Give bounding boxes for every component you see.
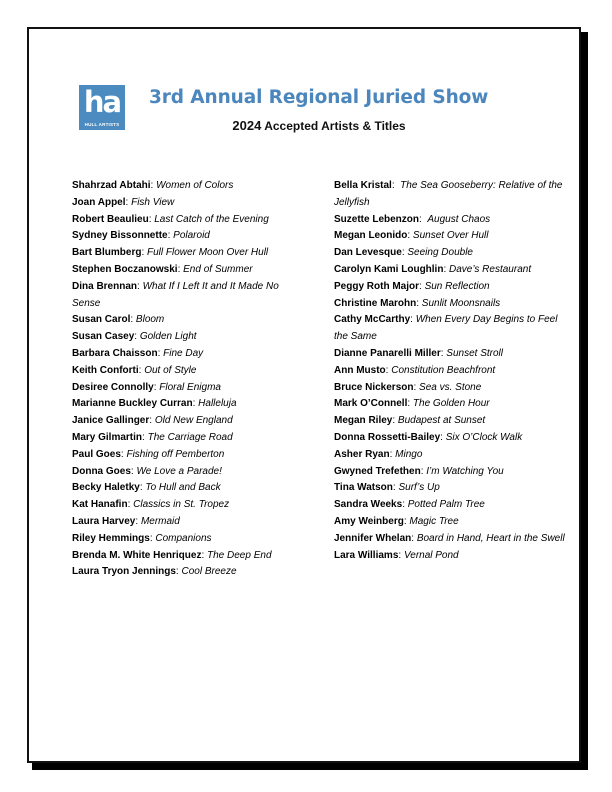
separator: : [419,213,428,225]
artist-name: Megan Leonido [334,230,408,242]
artwork-title: Sunset Over Hull [412,230,489,242]
artist-entry [334,312,566,346]
artist-name: Asher Ryan [334,448,390,460]
separator: : [416,297,422,309]
separator: : [149,415,155,427]
artist-name: Janice Gallinger [72,415,150,427]
artist-entry [72,312,304,329]
artist-name: Marianne Buckley Curran [72,398,193,410]
artwork-title: Fish View [131,196,175,208]
artwork-title: Seeing Double [407,247,473,259]
artist-name: Tina Watson [334,482,393,494]
artist-name: Cathy McCarthy [334,314,411,326]
separator: : [153,381,160,393]
separator: : [443,263,450,275]
artist-entry [334,464,566,481]
artist-name: Dan Levesque [334,247,402,259]
separator: : [167,230,174,242]
artist-list-right [334,178,566,564]
artist-name: Peggy Roth Major [334,280,420,292]
artist-name: Amy Weinberg [334,515,404,527]
artwork-title: Bloom [135,314,165,326]
artist-entry [334,447,566,464]
artist-name: Barbara Chaisson [72,347,158,359]
separator: : [407,398,413,410]
artist-entry [72,480,304,497]
artist-entry [334,430,566,447]
artist-name: Suzette Lebenzon [334,213,420,225]
hull-artists-logo [79,85,125,130]
artwork-title: Old New England [154,415,233,427]
separator: : [410,314,416,326]
artwork-title: Polaroid [173,230,210,242]
artist-name: Stephen Boczanowski [72,263,178,275]
artist-entry [72,363,304,380]
separator: : [130,314,136,326]
logo-subtext: HULL ARTISTS [84,122,120,127]
artwork-title: Mingo [395,448,423,460]
artwork-title: August Chaos [427,213,491,225]
artist-list-left [72,178,304,581]
separator: : [175,566,182,578]
artist-name: Jennifer Whelan [334,532,412,544]
artwork-title: Last Catch of the Evening [154,213,269,225]
artist-name: Donna Rossetti-Bailey [334,431,441,443]
separator: : [407,230,413,242]
artist-entry [334,413,566,430]
separator: : [420,465,427,477]
separator: : [149,532,156,544]
artist-name: Mark O’Connell [334,398,408,410]
artwork-title: What If I Left It and It Made No Sense [72,280,279,309]
artist-entry [334,296,566,313]
artwork-title: Golden Light [139,331,197,343]
separator: : [138,364,145,376]
artwork-title: Magic Tree [409,515,459,527]
artist-name: Joan Appel [72,196,126,208]
separator: : [385,364,392,376]
artist-entry [334,531,566,548]
artist-entry [334,212,566,229]
artist-entry [72,329,304,346]
subtitle-text: Accepted Artists & Titles [264,119,406,133]
artist-entry [334,228,566,245]
artist-entry [334,178,566,212]
artist-entry [72,430,304,447]
artist-name: Dina Brennan [72,280,138,292]
artist-entry [72,531,304,548]
separator: : [120,448,127,460]
artist-name: Paul Goes [72,448,121,460]
artist-entry [334,380,566,397]
artist-name: Bella Kristal [334,180,392,191]
artist-name: Bruce Nickerson [334,381,414,393]
logo-letters: ha [83,85,121,119]
separator: : [440,431,446,443]
artwork-title: Budapest at Sunset [397,415,486,427]
artwork-title: Constitution Beachfront [391,364,496,376]
separator: : [391,180,401,191]
artist-entry [334,396,566,413]
artwork-title: Full Flower Moon Over Hull [147,247,269,259]
artwork-title: Sunlit Moonsnails [421,297,501,309]
artist-entry [334,480,566,497]
separator: : [139,482,146,494]
artist-entry [72,564,304,581]
artist-name: Becky Haletky [72,482,140,494]
separator: : [148,213,155,225]
artist-name: Susan Carol [72,314,131,326]
artwork-title: Six O’Clock Walk [445,431,523,443]
artist-name: Christine Marohn [334,297,417,309]
separator: : [157,347,164,359]
artwork-title: The Sea Gooseberry: Relative of the Jellyfish [334,180,563,208]
artwork-title: Board in Hand, Heart in the Swell [416,532,565,544]
separator: : [130,465,137,477]
artist-name: Dianne Panarelli Miller [334,347,441,359]
artwork-title: Classics in St. Tropez [133,499,230,511]
artist-entry [72,447,304,464]
subtitle-year: 2024 [232,118,262,133]
show-title: 3rd Annual Regional Juried Show [149,87,489,108]
subtitle [129,117,509,135]
artist-name: Kat Hanafin [72,499,128,511]
artist-name: Sandra Weeks [334,499,403,511]
separator: : [398,549,404,561]
artwork-title: Mermaid [140,515,180,527]
artwork-title: The Carriage Road [147,431,233,443]
separator: : [440,347,447,359]
artist-entry [334,262,566,279]
artist-name: Susan Casey [72,331,135,343]
artist-name: Riley Hemmings [72,532,150,544]
artist-name: Keith Conforti [72,364,139,376]
document-page [27,27,581,763]
artist-entry [334,245,566,262]
artist-entry [334,514,566,531]
artwork-title: Women of Colors [156,180,234,191]
artist-entry [72,514,304,531]
separator: : [392,415,398,427]
separator: : [402,499,408,511]
artist-name: Bart Blumberg [72,247,142,259]
artist-entry [334,497,566,514]
artist-entry [334,363,566,380]
artwork-title: Vernal Pond [403,549,459,561]
artist-name: Mary Gilmartin [72,431,143,443]
artist-entry [72,548,304,565]
artist-name: Sydney Bissonnette [72,230,168,242]
artist-name: Megan Riley [334,415,393,427]
artwork-title: Sun Reflection [424,280,490,292]
separator: : [127,499,134,511]
artist-name: Lara Williams [334,549,399,561]
artwork-title: Fine Day [163,347,204,359]
artist-entry [72,464,304,481]
artist-name: Laura Harvey [72,515,136,527]
artist-entry [72,262,304,279]
artist-name: Carolyn Kami Loughlin [334,263,444,275]
separator: : [413,381,420,393]
artwork-title: Cool Breeze [181,566,237,578]
artist-name: Shahrzad Abtahi [72,180,151,191]
artist-entry [72,212,304,229]
artwork-title: Potted Palm Tree [407,499,485,511]
artist-name: Brenda M. White Henriquez [72,549,202,561]
artwork-title: The Deep End [207,549,272,561]
separator: : [201,549,208,561]
artist-name: Donna Goes [72,465,131,477]
artist-entry [334,346,566,363]
separator: : [401,247,408,259]
separator: : [142,431,148,443]
artist-name: Ann Musto [334,364,386,376]
separator: : [177,263,184,275]
artist-name: Laura Tryon Jennings [72,566,176,578]
separator: : [137,280,143,292]
separator: : [389,448,396,460]
artwork-title: Halleluja [198,398,237,410]
artwork-title: Fishing off Pemberton [126,448,225,460]
artwork-title: Sunset Stroll [446,347,503,359]
separator: : [192,398,199,410]
artist-entry [72,380,304,397]
artist-name: Gwyned Trefethen [334,465,421,477]
artist-entry [72,396,304,413]
separator: : [150,180,157,191]
artist-entry [72,195,304,212]
artist-entry [72,228,304,245]
artist-entry [72,279,304,313]
separator: : [411,532,417,544]
separator: : [141,247,148,259]
artist-entry [72,346,304,363]
separator: : [135,515,141,527]
artwork-title: The Golden Hour [412,398,490,410]
separator: : [134,331,140,343]
artwork-title: To Hull and Back [145,482,221,494]
separator: : [125,196,132,208]
artwork-title: When Every Day Begins to Feel the Same [334,314,558,343]
artist-entry [334,279,566,296]
artist-entry [334,548,566,565]
artwork-title: Out of Style [144,364,197,376]
artist-name: Desiree Connolly [72,381,154,393]
artwork-title: End of Summer [183,263,253,275]
artwork-title: I’m Watching You [426,465,504,477]
artist-entry [72,178,304,195]
separator: : [392,482,399,494]
artwork-title: Dave’s Restaurant [449,263,532,275]
separator: : [403,515,410,527]
separator: : [419,280,425,292]
artist-entry [72,245,304,262]
artwork-title: Sea vs. Stone [419,381,482,393]
artist-name: Robert Beaulieu [72,213,149,225]
artwork-title: We Love a Parade! [136,465,222,477]
artwork-title: Companions [155,532,212,544]
artwork-title: Surf’s Up [398,482,440,494]
artwork-title: Floral Enigma [159,381,221,393]
artist-entry [72,413,304,430]
artist-entry [72,497,304,514]
